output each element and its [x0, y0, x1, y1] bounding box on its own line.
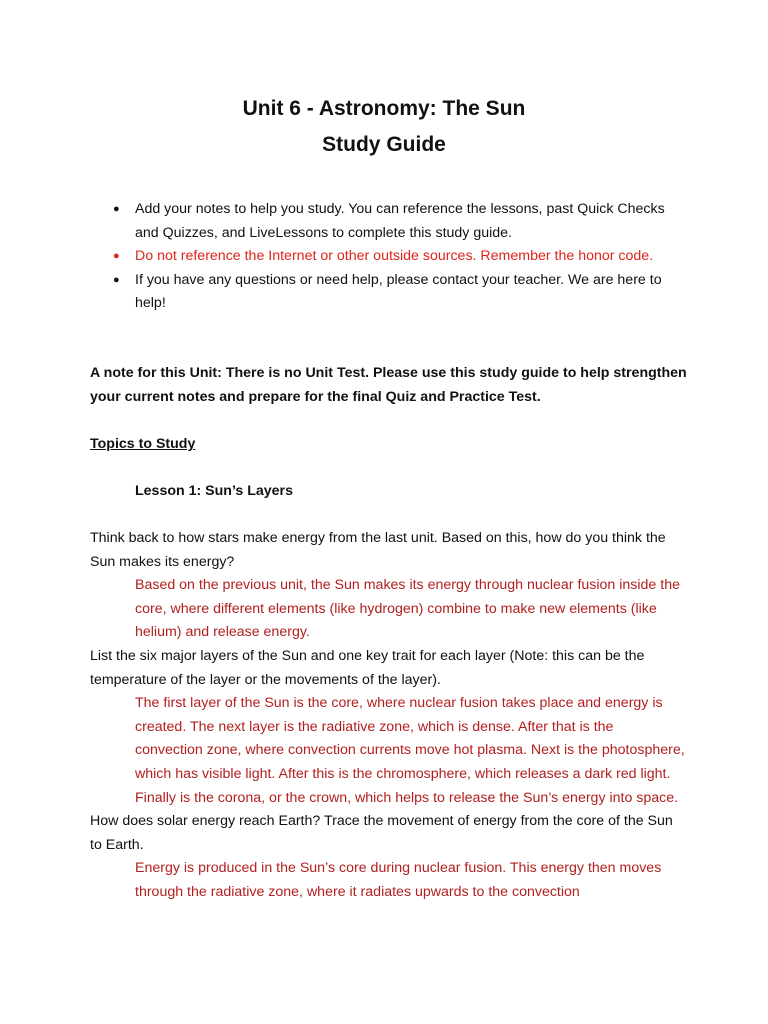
answer-text: Based on the previous unit, the Sun makes its energy through nuclear fusion inside the core, where different elements (like hydrogen) combine to make new elements (like helium) and release energy.: [135, 577, 680, 641]
bullet-text: Add your notes to help you study. You can reference the lessons, past Quick Checks and Quizzes, and LiveLessons to complete this study guide.: [135, 201, 665, 241]
bullet-icon: ●: [113, 273, 120, 286]
instructions-list: [90, 198, 680, 316]
questions-section: [90, 527, 685, 905]
bullet-text: If you have any questions or need help, please contact your teacher. We are here to help!: [135, 271, 662, 311]
list-item: [90, 269, 680, 316]
question-text: How does solar energy reach Earth? Trace the movement of energy from the core of the Sun to Earth.: [90, 813, 673, 853]
list-item: [90, 245, 680, 269]
bullet-icon: ●: [113, 250, 120, 262]
lesson-heading: Lesson 1: Sun’s Layers: [135, 483, 293, 499]
topics-heading: Topics to Study: [90, 436, 196, 452]
list-item: [90, 198, 680, 245]
question-text: List the six major layers of the Sun and one key trait for each layer (Note: this can be the temperature of the layer or the movements of the layer).: [90, 647, 645, 688]
bullet-text: Do not reference the Internet or other outside sources. Remember the honor code.: [135, 248, 654, 264]
answer-text: Energy is produced in the Sun’s core during nuclear fusion. This energy then moves through the radiative zone, where it radiates upwards to the convection: [135, 860, 662, 900]
answer-text: The first layer of the Sun is the core, where nuclear fusion takes place and energy is created. The next layer is the radiative zone, which is dense. After that is the convection zone, where convection currents move hot plasma. Next is the photosphere, which has visible light. After this is the chromosphere, which releases a dark red light. Finally is the corona, or the crown, which helps to release the Sun’s energy into space.: [135, 695, 685, 806]
page-subtitle: Study Guide: [322, 133, 446, 156]
unit-note: A note for this Unit: There is no Unit Test. Please use this study guide to help strengthen your current notes and prepare for the final Quiz and Practice Test.: [90, 365, 687, 405]
bullet-icon: ●: [113, 203, 120, 215]
page-title: Unit 6 - Astronomy: The Sun: [242, 97, 526, 120]
question-text: Think back to how stars make energy from the last unit. Based on this, how do you think the Sun makes its energy?: [90, 530, 666, 570]
